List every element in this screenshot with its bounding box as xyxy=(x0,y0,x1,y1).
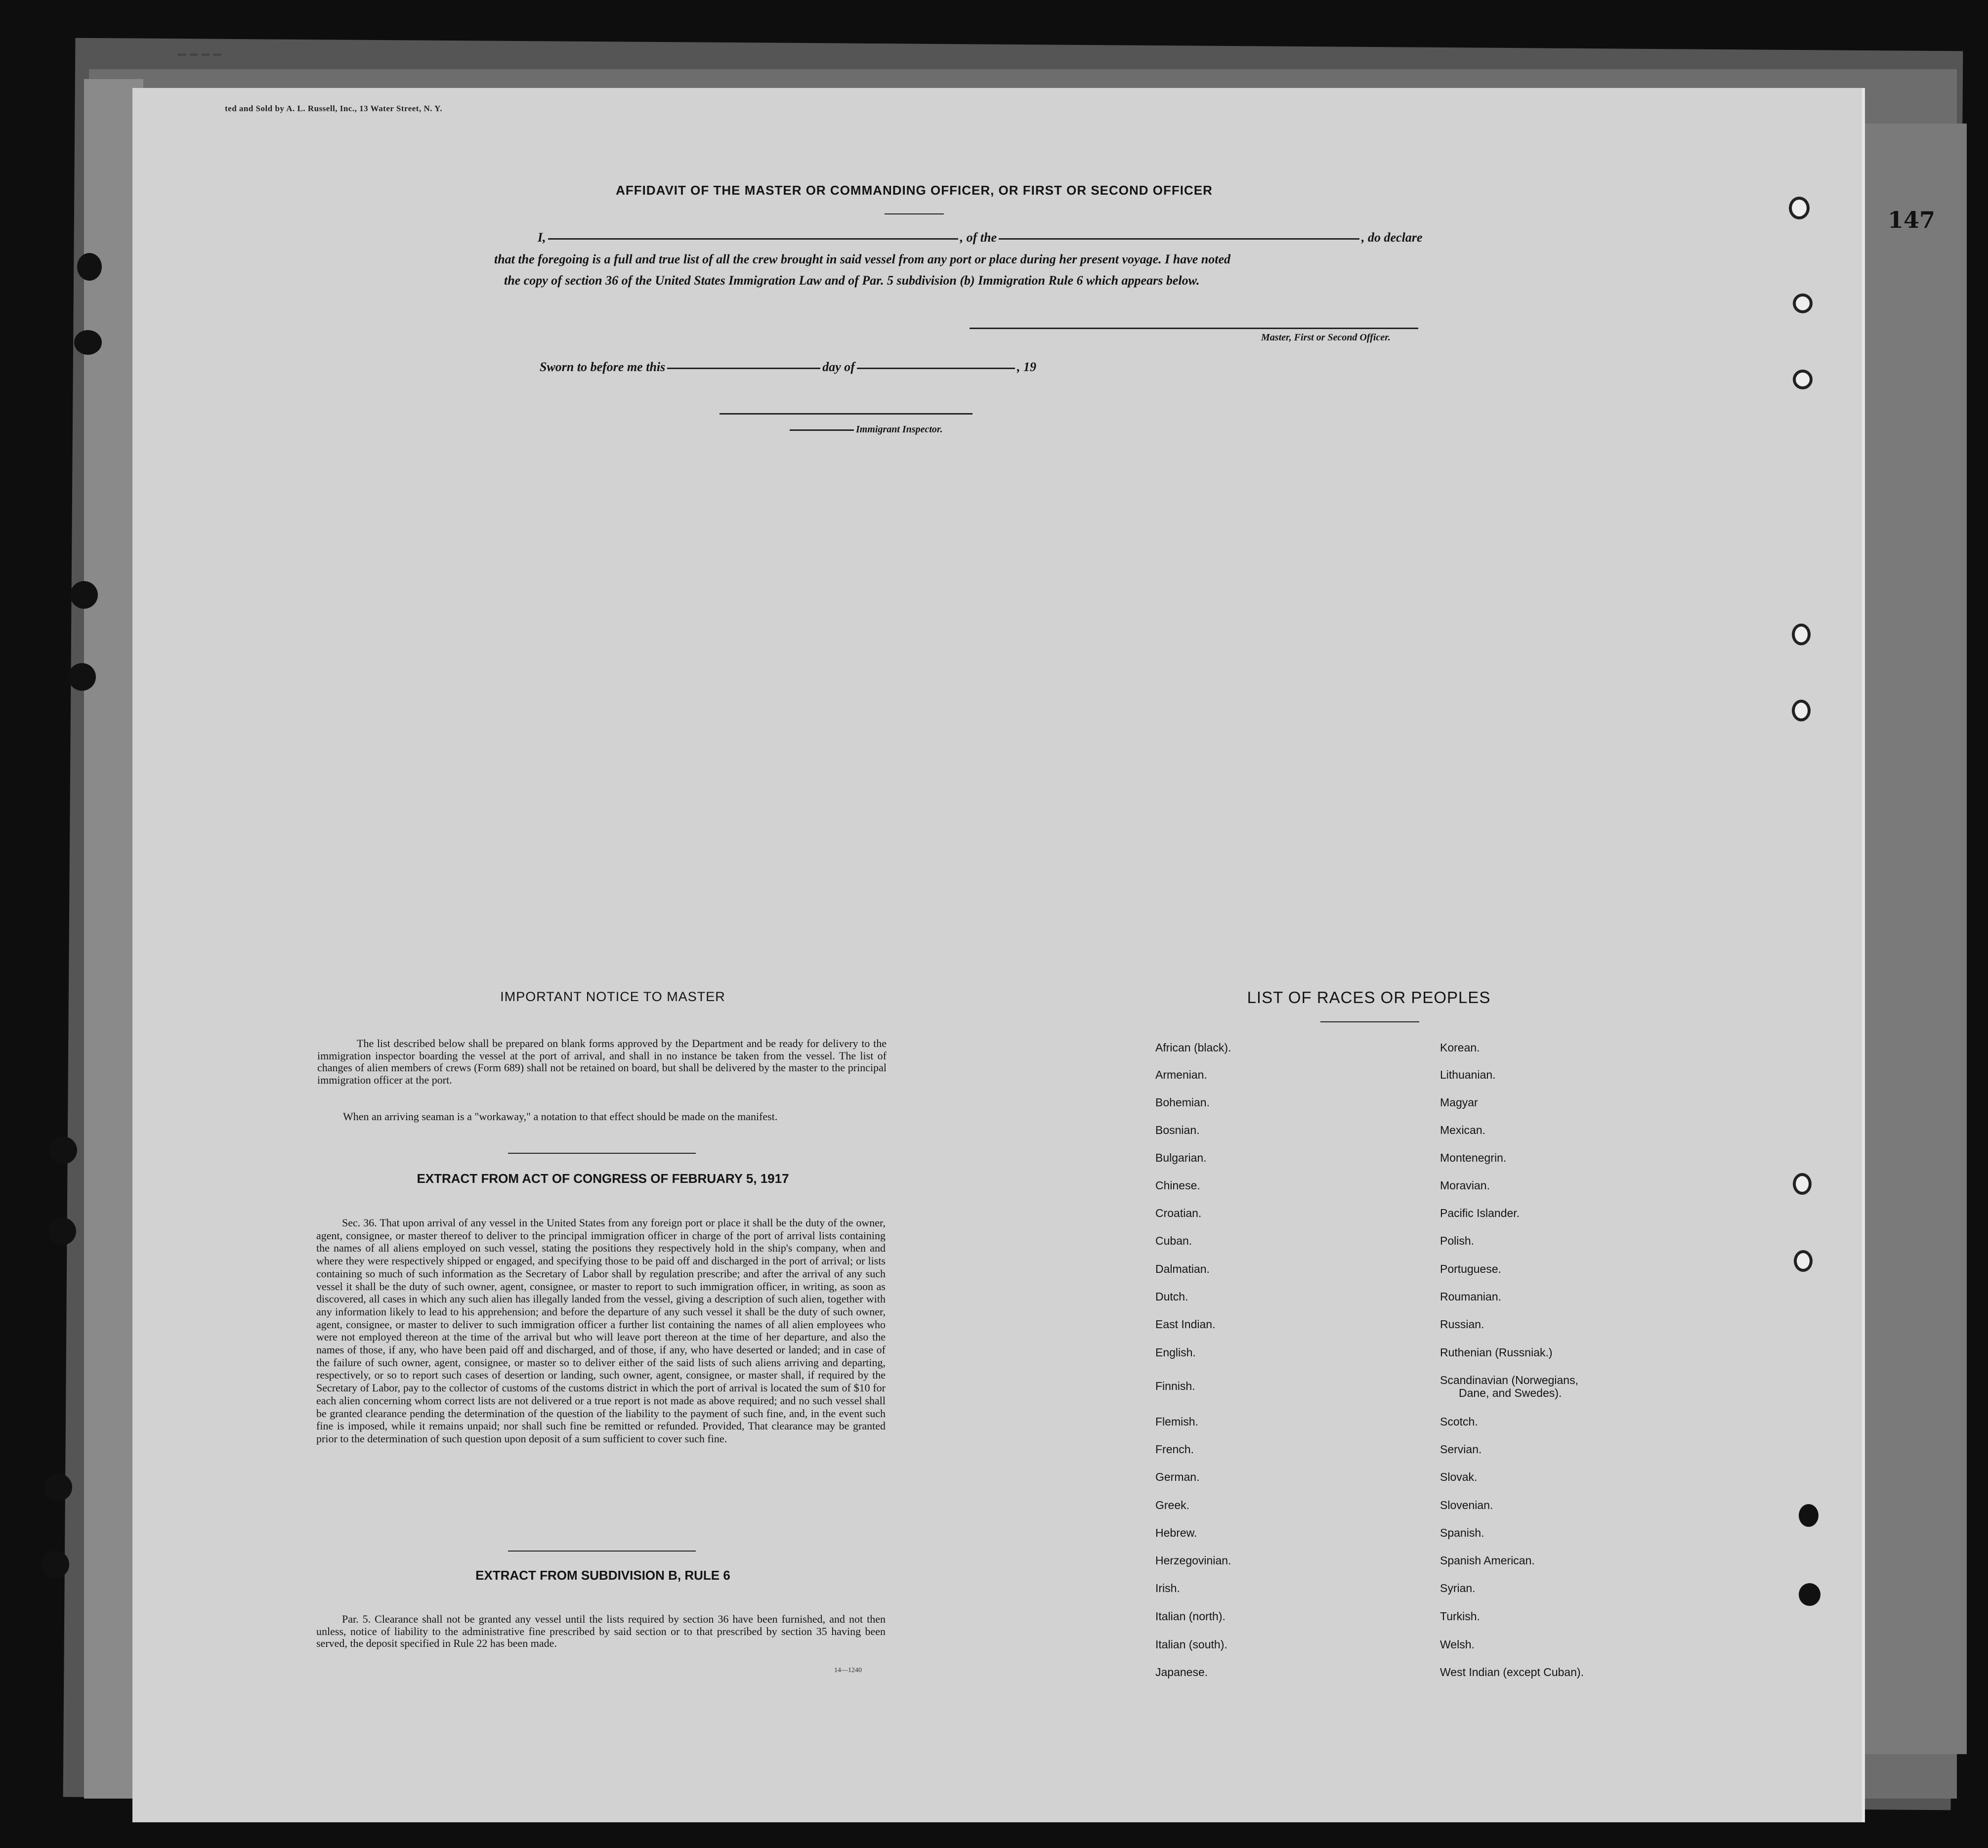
vessel-blank xyxy=(999,238,1359,240)
race-item: Hebrew. xyxy=(1155,1526,1197,1539)
signature-line xyxy=(970,328,1418,329)
race-item: Slovenian. xyxy=(1440,1499,1493,1512)
race-item: Russian. xyxy=(1440,1318,1484,1331)
affidavit-line-3: the copy of section 36 of the United States Immigration Law and of Par. 5 subdivision (b) Immigration Rule 6 which appears below. xyxy=(504,273,1200,288)
race-item: Greek. xyxy=(1155,1499,1190,1512)
inspector-line xyxy=(788,424,943,435)
race-item: Magyar xyxy=(1440,1096,1478,1109)
binding-hole xyxy=(1793,294,1813,313)
binding-hole xyxy=(1799,1504,1819,1527)
race-item: Italian (north). xyxy=(1155,1610,1226,1623)
name-blank xyxy=(548,238,958,240)
race-item: French. xyxy=(1155,1443,1194,1456)
binding-hole xyxy=(44,1473,72,1501)
race-item: Bulgarian. xyxy=(1155,1151,1207,1164)
race-item: Irish. xyxy=(1155,1582,1180,1595)
race-item: Cuban. xyxy=(1155,1234,1192,1247)
race-item: English. xyxy=(1155,1346,1196,1359)
race-item: Montenegrin. xyxy=(1440,1151,1507,1164)
race-item: Welsh. xyxy=(1440,1638,1475,1651)
signature-label: Master, First or Second Officer. xyxy=(1261,332,1391,343)
race-item: Spanish. xyxy=(1440,1526,1484,1539)
sworn-year: , 19 xyxy=(1016,360,1036,374)
notice-paragraph-2: When an arriving seaman is a "workaway," a notation to that effect should be made on the manifest. xyxy=(343,1110,778,1123)
race-item: African (black). xyxy=(1155,1041,1231,1054)
race-item: East Indian. xyxy=(1155,1318,1216,1331)
binding-hole xyxy=(70,581,98,609)
inspector-label: Immigrant Inspector. xyxy=(856,424,943,435)
affidavit-of-the: , of the xyxy=(960,230,997,245)
race-item: Pacific Islander. xyxy=(1440,1207,1520,1219)
race-item: Herzegovinian. xyxy=(1155,1554,1231,1567)
race-item: Mexican. xyxy=(1440,1124,1486,1136)
race-item: Dane, and Swedes). xyxy=(1459,1386,1562,1399)
races-title: LIST OF RACES OR PEOPLES xyxy=(1247,988,1491,1007)
day-blank xyxy=(667,367,820,369)
race-item: Bosnian. xyxy=(1155,1124,1200,1136)
divider xyxy=(508,1551,696,1552)
binding-hole xyxy=(1793,1173,1812,1195)
race-item: Roumanian. xyxy=(1440,1290,1502,1303)
divider xyxy=(508,1153,696,1154)
race-item: Ruthenian (Russniak.) xyxy=(1440,1346,1553,1359)
race-item: Syrian. xyxy=(1440,1582,1476,1595)
sworn-prefix: Sworn to before me this xyxy=(540,360,666,374)
inspector-blank xyxy=(790,429,854,431)
rule6-extract-title: EXTRACT FROM SUBDIVISION B, RULE 6 xyxy=(475,1568,730,1583)
race-item: Servian. xyxy=(1440,1443,1482,1456)
race-item: Moravian. xyxy=(1440,1179,1490,1192)
race-item: Slovak. xyxy=(1440,1470,1478,1483)
race-item: Portuguese. xyxy=(1440,1262,1502,1275)
affidavit-declare: , do declare xyxy=(1361,230,1423,245)
race-item: Scotch. xyxy=(1440,1415,1478,1428)
binding-hole xyxy=(68,663,96,691)
binding-hole xyxy=(48,1218,76,1245)
notice-paragraph-1: The list described below shall be prepared on blank forms approved by the Department and be ready for delivery to the immigration inspector boarding the vessel at the port of arrival, and shall in no instance be taken from the vessel. The list of changes of alien members of crews (Form 689) shall not be retained on board, but shall be delivered by the master to the principal immigration officer at the port. xyxy=(317,1037,887,1086)
divider xyxy=(1320,1021,1419,1022)
back-sheet-header: ▬ ▬ ▬ ▬ xyxy=(178,49,222,58)
binding-hole xyxy=(1792,624,1811,645)
race-item: Lithuanian. xyxy=(1440,1068,1496,1081)
affidavit-title: AFFIDAVIT OF THE MASTER OR COMMANDING OFFICER, OR FIRST OR SECOND OFFICER xyxy=(616,183,1213,198)
binding-hole xyxy=(49,1136,77,1164)
race-item: Japanese. xyxy=(1155,1666,1208,1679)
sworn-line xyxy=(540,360,1036,375)
divider xyxy=(885,213,944,214)
race-item: Dalmatian. xyxy=(1155,1262,1210,1275)
rule6-extract-body: Par. 5. Clearance shall not be granted any vessel until the lists required by section 36 have been furnished, and not then unless, notice of liability to the administrative fine prescribed by said section or to that prescribed by section 35 having been served, the deposit specified in Rule 22 has been made. xyxy=(316,1613,886,1649)
race-item: German. xyxy=(1155,1470,1200,1483)
sworn-day-of: day of xyxy=(822,360,855,374)
race-item: Finnish. xyxy=(1155,1380,1195,1392)
page-number: 147 xyxy=(1888,207,1936,233)
binding-hole xyxy=(42,1551,69,1578)
notice-title: IMPORTANT NOTICE TO MASTER xyxy=(500,989,725,1004)
affidavit-line-1 xyxy=(538,230,1422,245)
congress-extract-body: Sec. 36. That upon arrival of any vessel in the United States from any foreign port or place it shall be the duty of the owner, agent, consignee, or master thereof to deliver to the principal immigration officer in charge of the port of arrival lists containing the names of all aliens employed on such vessel, stating the positions they respectively hold in the ship's company, when and where they were respectively shipped or engaged, and specifying those to be paid off and discharged in the port of arrival; or lists containing so much of such information as the Secretary of Labor shall by regulation prescribe; and after the arrival of any such vessel it shall be the duty of such owner, agent, consignee, or master to report to such immigration officer, in writing, as soon as discovered, all cases in which any such alien has illegally landed from the vessel, giving a description of such alien, together with any information likely to lead to his apprehension; and before the departure of any such vessel it shall be the duty of such owner, agent, consignee, or master to deliver to such immigration officer a further list containing the names of all alien employees who were not employed thereon at the time of the arrival but who will leave port thereon at the time of her departure, and also the names of those, if any, who have been paid off and discharged, and of those, if any, who have deserted or landed; and in case of the failure of such owner, agent, consignee, or master so to deliver either of the said lists of such aliens arriving and departing, respectively, or so to report such cases of desertion or landing, such owner, agent, consignee, or master shall, if required by the Secretary of Labor, pay to the collector of customs of the customs district in which the port of arrival is located the sum of $10 for each alien concerning whom correct lists are not delivered or a true report is not made as above required; and no such vessel shall be granted clearance pending the determination of the question of the liability to the payment of such fine, and, in the event such fine is imposed, while it remains unpaid; nor shall such fine be remitted or refunded. Provided, That clearance may be granted prior to the determination of such question upon deposit of a sum sufficient to cover such fine. xyxy=(316,1217,886,1445)
binding-hole xyxy=(1799,1583,1820,1606)
form-number: 14—1240 xyxy=(834,1667,862,1674)
race-item: Italian (south). xyxy=(1155,1638,1227,1651)
affidavit-i: I, xyxy=(538,230,546,245)
binding-hole xyxy=(1792,700,1811,721)
race-item: Polish. xyxy=(1440,1234,1475,1247)
race-item: Bohemian. xyxy=(1155,1096,1210,1109)
race-item: Turkish. xyxy=(1440,1610,1480,1623)
month-blank xyxy=(857,367,1015,369)
printer-note: ted and Sold by A. L. Russell, Inc., 13 Water Street, N. Y. xyxy=(225,104,443,113)
race-item: Croatian. xyxy=(1155,1207,1202,1219)
race-item: Korean. xyxy=(1440,1041,1480,1054)
race-item: Spanish American. xyxy=(1440,1554,1535,1567)
binding-hole xyxy=(77,253,102,281)
binding-hole xyxy=(74,330,102,355)
binding-hole xyxy=(1794,1250,1813,1272)
inspector-signature-line xyxy=(719,413,973,415)
race-item: Chinese. xyxy=(1155,1179,1200,1192)
race-item: Armenian. xyxy=(1155,1068,1207,1081)
race-item: Flemish. xyxy=(1155,1415,1198,1428)
right-sheet-edge xyxy=(1863,124,1967,1754)
race-item: Dutch. xyxy=(1155,1290,1188,1303)
race-item: Scandinavian (Norwegians, xyxy=(1440,1374,1578,1386)
manifest-page xyxy=(132,88,1865,1822)
binding-hole xyxy=(1789,197,1810,219)
congress-extract-title: EXTRACT FROM ACT OF CONGRESS OF FEBRUARY 5, 1917 xyxy=(417,1171,789,1186)
race-item: West Indian (except Cuban). xyxy=(1440,1666,1584,1679)
affidavit-line-2: that the foregoing is a full and true list of all the crew brought in said vessel from any port or place during her present voyage. I have noted xyxy=(494,252,1231,266)
binding-hole xyxy=(1793,370,1813,389)
